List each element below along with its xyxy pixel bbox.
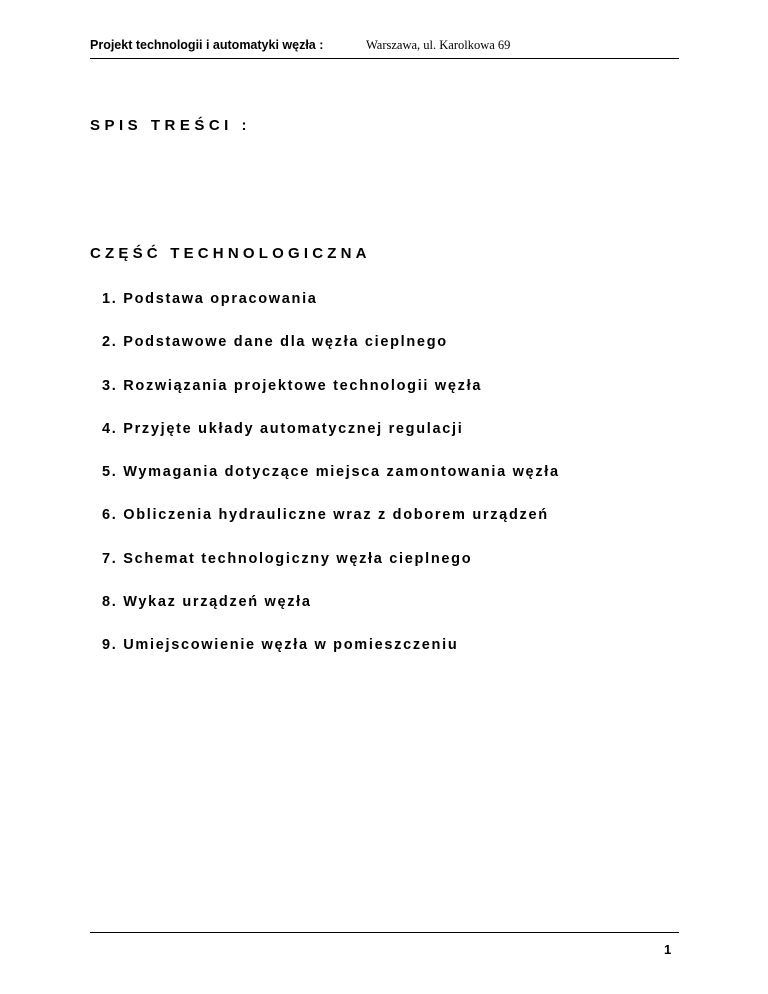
toc-list [102,288,560,678]
header-project-title: Projekt technologii i automatyki węzła : [90,38,324,52]
toc-item-7: 7. Schemat technologiczny węzła cieplnego [102,550,473,567]
page-header [90,36,679,59]
toc-item-6: 6. Obliczenia hydrauliczne wraz z doborem urządzeń [102,507,549,524]
toc-item-8: 8. Wykaz urządzeń węzła [102,594,312,611]
header-location: Warszawa, ul. Karolkowa 69 [366,38,511,52]
toc-item-3: 3. Rozwiązania projektowe technologii węzła [102,377,483,394]
footer-rule [90,932,679,933]
toc-item-9: 9. Umiejscowienie węzła w pomieszczeniu [102,637,459,654]
page-number: 1 [664,942,672,957]
toc-item-1: 1. Podstawa opracowania [102,291,318,307]
toc-item-2: 2. Podstawowe dane dla węzła cieplnego [102,334,448,351]
section-heading: CZĘŚĆ TECHNOLOGICZNA [90,245,371,262]
toc-title: SPIS TREŚCI : [90,117,252,134]
toc-item-5: 5. Wymagania dotyczące miejsca zamontowania węzła [102,464,560,481]
toc-item-4: 4. Przyjęte układy automatycznej regulacji [102,420,464,437]
